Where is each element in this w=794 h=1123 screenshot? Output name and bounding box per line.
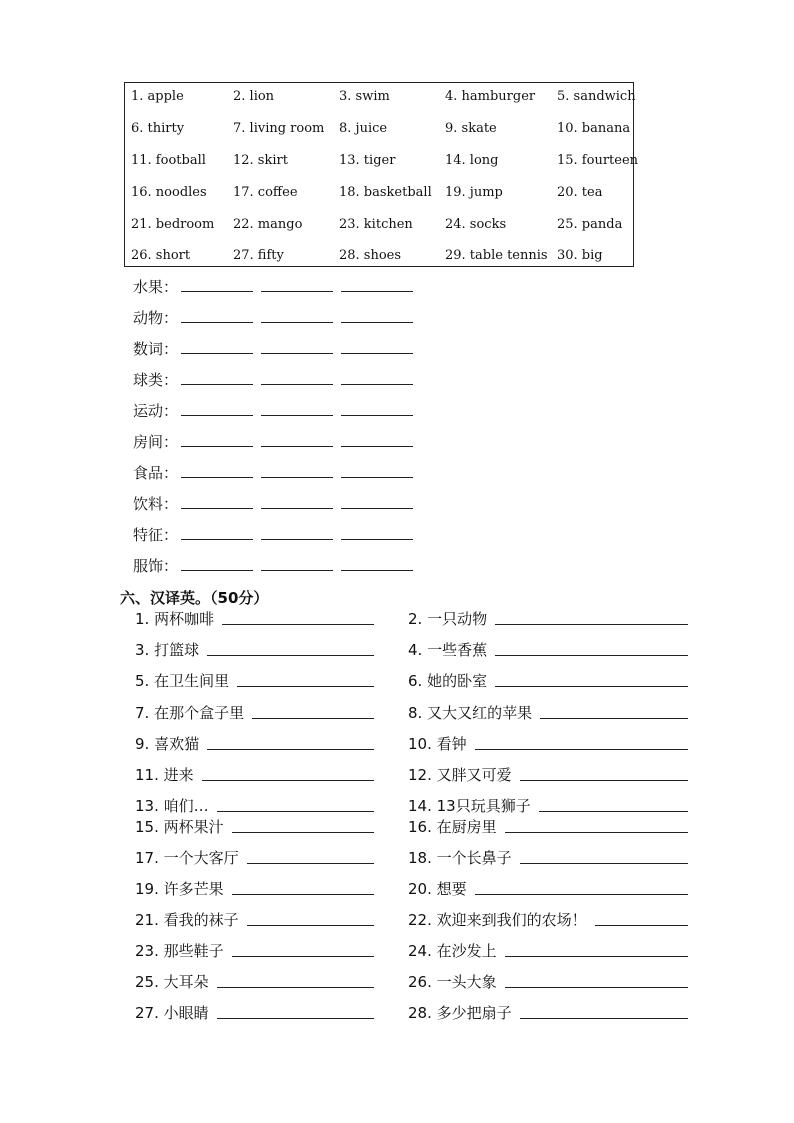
translation-item bbox=[408, 733, 688, 755]
answer-line[interactable] bbox=[505, 987, 688, 988]
word-bank-item: 21. bedroom bbox=[131, 217, 215, 232]
translation-item bbox=[135, 847, 374, 869]
translation-item bbox=[408, 971, 688, 993]
word-bank-item: 2. lion bbox=[233, 89, 275, 104]
category-label: 水果： bbox=[133, 278, 179, 296]
translation-item bbox=[135, 795, 374, 817]
translation-prompt: 8. 又大又红的苹果 bbox=[408, 704, 533, 722]
translation-prompt: 27. 小眼睛 bbox=[135, 1004, 209, 1022]
answer-line[interactable] bbox=[207, 655, 374, 656]
translation-item bbox=[408, 639, 688, 661]
answer-line[interactable] bbox=[539, 811, 688, 812]
answer-blank[interactable] bbox=[181, 446, 253, 447]
word-bank-item: 27. fifty bbox=[233, 248, 284, 263]
translation-prompt: 11. 进来 bbox=[135, 766, 194, 784]
translation-item bbox=[135, 816, 374, 838]
word-bank-item: 9. skate bbox=[445, 121, 497, 136]
word-bank-box bbox=[124, 82, 639, 267]
answer-line[interactable] bbox=[232, 894, 374, 895]
word-bank-item: 8. juice bbox=[339, 121, 388, 136]
category-row bbox=[133, 524, 423, 546]
translation-prompt: 1. 两杯咖啡 bbox=[135, 610, 215, 628]
word-bank-item: 13. tiger bbox=[339, 153, 396, 168]
translation-prompt: 28. 多少把扇子 bbox=[408, 1004, 512, 1022]
translation-prompt: 10. 看钟 bbox=[408, 735, 467, 753]
answer-line[interactable] bbox=[207, 749, 374, 750]
answer-blank[interactable] bbox=[261, 508, 333, 509]
word-bank-item: 10. banana bbox=[557, 121, 631, 136]
answer-blank[interactable] bbox=[261, 384, 333, 385]
answer-line[interactable] bbox=[232, 956, 374, 957]
category-label: 房间： bbox=[133, 433, 179, 451]
answer-line[interactable] bbox=[247, 925, 374, 926]
word-bank-item: 1. apple bbox=[131, 89, 184, 104]
section-six-title: 六、汉译英。（50分） bbox=[120, 589, 269, 607]
translation-prompt: 17. 一个大客厅 bbox=[135, 849, 239, 867]
translation-item bbox=[408, 764, 688, 786]
answer-blank[interactable] bbox=[341, 570, 413, 571]
category-label: 动物： bbox=[133, 309, 179, 327]
answer-line[interactable] bbox=[202, 780, 374, 781]
word-bank-item: 12. skirt bbox=[233, 153, 288, 168]
answer-blank[interactable] bbox=[341, 477, 413, 478]
word-bank-item: 17. coffee bbox=[233, 185, 298, 200]
translation-prompt: 2. 一只动物 bbox=[408, 610, 488, 628]
translation-prompt: 16. 在厨房里 bbox=[408, 818, 497, 836]
answer-line[interactable] bbox=[520, 1018, 688, 1019]
translation-item bbox=[408, 795, 688, 817]
translation-prompt: 24. 在沙发上 bbox=[408, 942, 497, 960]
translation-item bbox=[408, 816, 688, 838]
answer-line[interactable] bbox=[222, 624, 374, 625]
translation-item bbox=[135, 702, 374, 724]
answer-line[interactable] bbox=[475, 749, 688, 750]
answer-line[interactable] bbox=[495, 624, 688, 625]
translation-item bbox=[408, 670, 688, 692]
category-row bbox=[133, 431, 423, 453]
answer-blank[interactable] bbox=[341, 384, 413, 385]
answer-blank[interactable] bbox=[261, 570, 333, 571]
translation-item bbox=[135, 971, 374, 993]
translation-prompt: 26. 一头大象 bbox=[408, 973, 497, 991]
translation-item bbox=[135, 670, 374, 692]
answer-blank[interactable] bbox=[261, 291, 333, 292]
answer-blank[interactable] bbox=[341, 322, 413, 323]
word-bank-item: 11. football bbox=[131, 153, 206, 168]
answer-blank[interactable] bbox=[181, 291, 253, 292]
answer-line[interactable] bbox=[217, 811, 374, 812]
category-label: 食品： bbox=[133, 464, 179, 482]
category-label: 饮料： bbox=[133, 495, 179, 513]
answer-line[interactable] bbox=[237, 686, 374, 687]
answer-line[interactable] bbox=[495, 686, 688, 687]
translation-prompt: 20. 想要 bbox=[408, 880, 467, 898]
word-bank-item: 22. mango bbox=[233, 217, 303, 232]
word-bank-item: 25. panda bbox=[557, 217, 623, 232]
word-bank-item: 7. living room bbox=[233, 121, 325, 136]
answer-line[interactable] bbox=[247, 863, 374, 864]
translation-item bbox=[408, 940, 688, 962]
category-label: 球类： bbox=[133, 371, 179, 389]
category-row bbox=[133, 338, 423, 360]
answer-blank[interactable] bbox=[181, 539, 253, 540]
translation-item bbox=[135, 878, 374, 900]
answer-blank[interactable] bbox=[341, 291, 413, 292]
answer-blank[interactable] bbox=[341, 508, 413, 509]
word-bank-item: 15. fourteen bbox=[557, 153, 639, 168]
translation-item bbox=[135, 1002, 374, 1024]
answer-blank[interactable] bbox=[181, 415, 253, 416]
word-bank-item: 29. table tennis bbox=[445, 248, 548, 263]
translation-prompt: 21. 看我的袜子 bbox=[135, 911, 239, 929]
translation-item bbox=[135, 639, 374, 661]
answer-blank[interactable] bbox=[181, 353, 253, 354]
translation-prompt: 23. 那些鞋子 bbox=[135, 942, 224, 960]
answer-line[interactable] bbox=[520, 780, 688, 781]
answer-line[interactable] bbox=[520, 863, 688, 864]
word-bank-item: 30. big bbox=[557, 248, 603, 263]
answer-blank[interactable] bbox=[261, 539, 333, 540]
category-row bbox=[133, 369, 423, 391]
category-label: 服饰： bbox=[133, 557, 179, 575]
answer-blank[interactable] bbox=[181, 477, 253, 478]
answer-line[interactable] bbox=[475, 894, 688, 895]
translation-prompt: 6. 她的卧室 bbox=[408, 672, 488, 690]
answer-blank[interactable] bbox=[341, 353, 413, 354]
word-bank-item: 14. long bbox=[445, 153, 499, 168]
category-label: 数词： bbox=[133, 340, 179, 358]
answer-line[interactable] bbox=[217, 987, 374, 988]
word-bank-item: 28. shoes bbox=[339, 248, 402, 263]
translation-prompt: 18. 一个长鼻子 bbox=[408, 849, 512, 867]
word-bank-item: 6. thirty bbox=[131, 121, 185, 136]
answer-line[interactable] bbox=[217, 1018, 374, 1019]
translation-prompt: 4. 一些香蕉 bbox=[408, 641, 488, 659]
translation-item bbox=[135, 764, 374, 786]
category-row bbox=[133, 307, 423, 329]
word-bank-item: 23. kitchen bbox=[339, 217, 413, 232]
answer-line[interactable] bbox=[495, 655, 688, 656]
answer-line[interactable] bbox=[505, 956, 688, 957]
translation-prompt: 19. 许多芒果 bbox=[135, 880, 224, 898]
answer-line[interactable] bbox=[505, 832, 688, 833]
word-bank-item: 16. noodles bbox=[131, 185, 207, 200]
answer-blank[interactable] bbox=[341, 539, 413, 540]
category-label: 特征： bbox=[133, 526, 179, 544]
translation-item bbox=[408, 909, 688, 931]
category-label: 运动： bbox=[133, 402, 179, 420]
answer-line[interactable] bbox=[232, 832, 374, 833]
translation-prompt: 5. 在卫生间里 bbox=[135, 672, 230, 690]
category-row bbox=[133, 462, 423, 484]
answer-line[interactable] bbox=[595, 925, 688, 926]
translation-item bbox=[408, 608, 688, 630]
category-row bbox=[133, 276, 423, 298]
translation-prompt: 9. 喜欢猫 bbox=[135, 735, 200, 753]
word-bank-item: 5. sandwich bbox=[557, 89, 636, 104]
translation-item bbox=[408, 847, 688, 869]
translation-prompt: 15. 两杯果汁 bbox=[135, 818, 224, 836]
answer-blank[interactable] bbox=[261, 415, 333, 416]
answer-line[interactable] bbox=[252, 718, 374, 719]
word-bank-item: 24. socks bbox=[445, 217, 507, 232]
translation-prompt: 7. 在那个盒子里 bbox=[135, 704, 245, 722]
translation-item bbox=[135, 909, 374, 931]
translation-prompt: 13. 咱们… bbox=[135, 797, 209, 815]
translation-item bbox=[408, 878, 688, 900]
translation-prompt: 25. 大耳朵 bbox=[135, 973, 209, 991]
translation-item bbox=[135, 733, 374, 755]
word-bank-item: 18. basketball bbox=[339, 185, 432, 200]
category-row bbox=[133, 400, 423, 422]
translation-prompt: 22. 欢迎来到我们的农场！ bbox=[408, 911, 587, 929]
answer-blank[interactable] bbox=[181, 570, 253, 571]
word-bank-item: 4. hamburger bbox=[445, 89, 536, 104]
translation-item bbox=[408, 1002, 688, 1024]
answer-blank[interactable] bbox=[341, 415, 413, 416]
answer-blank[interactable] bbox=[181, 508, 253, 509]
answer-blank[interactable] bbox=[341, 446, 413, 447]
translation-item bbox=[408, 702, 688, 724]
translation-prompt: 3. 打篮球 bbox=[135, 641, 200, 659]
category-row bbox=[133, 555, 423, 577]
category-row bbox=[133, 493, 423, 515]
translation-prompt: 12. 又胖又可爱 bbox=[408, 766, 512, 784]
answer-blank[interactable] bbox=[261, 477, 333, 478]
answer-blank[interactable] bbox=[261, 322, 333, 323]
word-bank-item: 26. short bbox=[131, 248, 191, 263]
answer-blank[interactable] bbox=[261, 353, 333, 354]
word-bank-item: 20. tea bbox=[557, 185, 603, 200]
word-bank-item: 19. jump bbox=[445, 185, 503, 200]
answer-blank[interactable] bbox=[181, 384, 253, 385]
answer-line[interactable] bbox=[540, 718, 688, 719]
word-bank-item: 3. swim bbox=[339, 89, 390, 104]
translation-item bbox=[135, 940, 374, 962]
answer-blank[interactable] bbox=[181, 322, 253, 323]
answer-blank[interactable] bbox=[261, 446, 333, 447]
translation-item bbox=[135, 608, 374, 630]
translation-prompt: 14. 13只玩具狮子 bbox=[408, 797, 531, 815]
